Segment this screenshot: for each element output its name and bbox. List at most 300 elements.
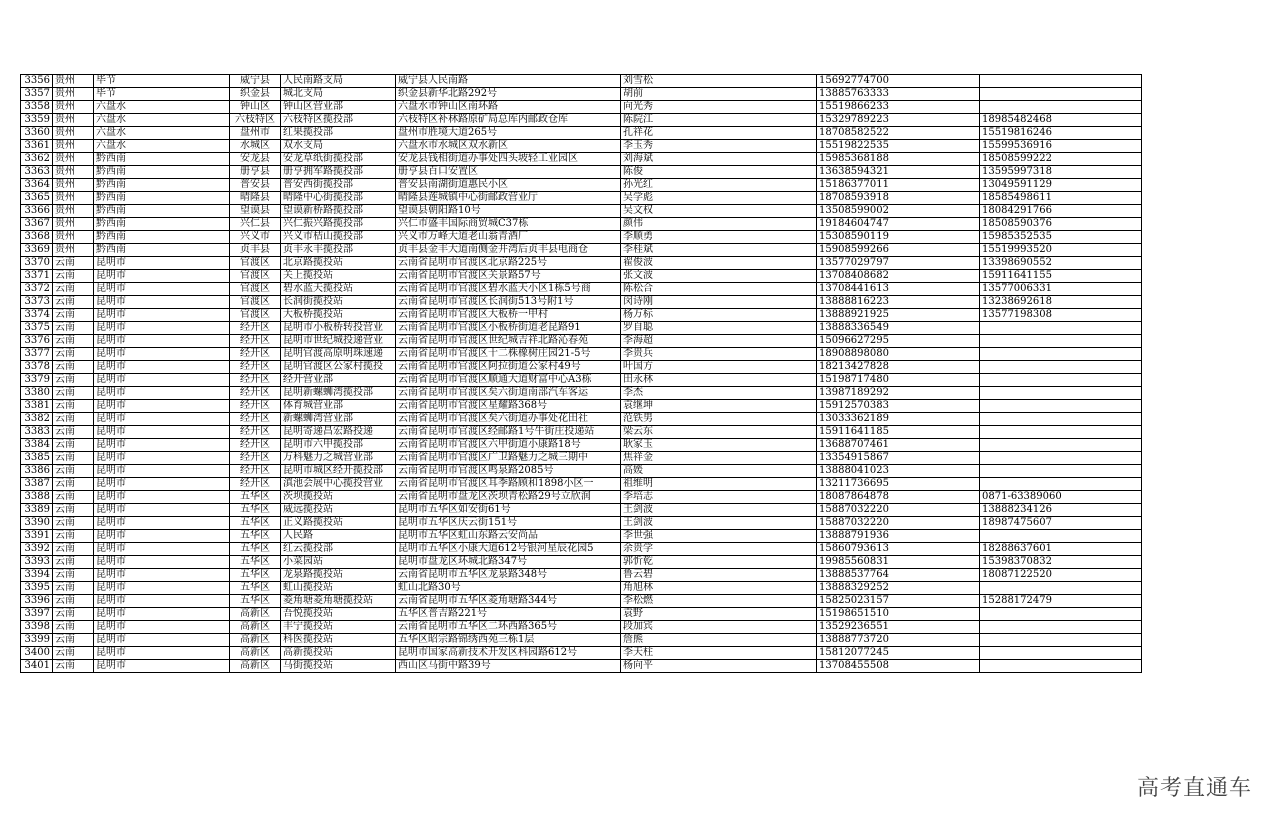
cell-phone-primary: 15519866233 [817,101,980,114]
cell-phone-primary: 15908599266 [817,244,980,257]
cell-row-number: 3357 [21,88,53,101]
cell-province: 云南 [53,426,94,439]
table-row [21,426,1142,439]
cell-contact-name: 陈俊 [621,166,817,179]
table-row [21,582,1142,595]
cell-phone-primary: 13888791936 [817,530,980,543]
cell-outlet-name: 威远揽投站 [281,504,396,517]
cell-outlet-name: 人民南路支局 [281,75,396,88]
cell-address: 云南省昆明市官渡区矣六街道办事处花田社 [396,413,621,426]
cell-province: 云南 [53,465,94,478]
cell-phone-primary: 18908898080 [817,348,980,361]
cell-contact-name: 李海超 [621,335,817,348]
cell-address: 昆明市五华区庆云街151号 [396,517,621,530]
cell-district: 五华区 [230,530,281,543]
cell-province: 贵州 [53,114,94,127]
cell-outlet-name: 安龙草纸街揽投部 [281,153,396,166]
cell-address: 云南省昆明市盘龙区茨坝青松路29号立欣润 [396,491,621,504]
cell-city: 毕节 [94,75,230,88]
cell-phone-secondary [980,647,1142,660]
cell-city: 昆明市 [94,621,230,634]
cell-phone-primary: 15308590119 [817,231,980,244]
cell-address: 贞丰县金丰大道南侧金井湾后贞丰县电商仓 [396,244,621,257]
cell-phone-primary: 19184604747 [817,218,980,231]
cell-outlet-name: 北京路揽投站 [281,257,396,270]
cell-phone-primary: 13211736695 [817,478,980,491]
cell-contact-name: 王剑波 [621,517,817,530]
cell-outlet-name: 经开营业部 [281,374,396,387]
cell-row-number: 3374 [21,309,53,322]
cell-contact-name: 李松燃 [621,595,817,608]
cell-outlet-name: 大板桥揽投站 [281,309,396,322]
cell-row-number: 3383 [21,426,53,439]
cell-district: 安龙县 [230,153,281,166]
cell-phone-primary: 15887032220 [817,504,980,517]
table-row [21,205,1142,218]
cell-address: 威宁县人民南路 [396,75,621,88]
cell-city: 黔西南 [94,179,230,192]
table-row [21,569,1142,582]
cell-province: 云南 [53,283,94,296]
cell-contact-name: 郭忻乾 [621,556,817,569]
cell-address: 兴义市万峰大道老山翁青酒厂 [396,231,621,244]
cell-contact-name: 张文波 [621,270,817,283]
table-row [21,387,1142,400]
cell-city: 六盘水 [94,140,230,153]
cell-city: 昆明市 [94,634,230,647]
cell-phone-secondary [980,530,1142,543]
cell-contact-name: 刘海斌 [621,153,817,166]
cell-row-number: 3385 [21,452,53,465]
cell-phone-secondary: 15398370832 [980,556,1142,569]
table-row [21,413,1142,426]
cell-row-number: 3371 [21,270,53,283]
cell-outlet-name: 红果揽投部 [281,127,396,140]
table-row [21,75,1142,88]
cell-row-number: 3395 [21,582,53,595]
cell-outlet-name: 科医揽投站 [281,634,396,647]
cell-province: 云南 [53,439,94,452]
cell-city: 六盘水 [94,101,230,114]
cell-outlet-name: 体育城营业部 [281,400,396,413]
cell-province: 云南 [53,452,94,465]
cell-district: 经开区 [230,400,281,413]
table-row [21,244,1142,257]
cell-row-number: 3376 [21,335,53,348]
cell-address: 云南省昆明市官渡区广卫路魅力之城三期中 [396,452,621,465]
cell-province: 贵州 [53,166,94,179]
cell-contact-name: 杨万标 [621,309,817,322]
cell-city: 昆明市 [94,504,230,517]
table-row [21,465,1142,478]
cell-district: 经开区 [230,361,281,374]
cell-phone-secondary: 18288637601 [980,543,1142,556]
cell-city: 昆明市 [94,426,230,439]
cell-address: 五华区昭宗路锦绣西苑三栋1层 [396,634,621,647]
cell-city: 黔西南 [94,205,230,218]
cell-row-number: 3394 [21,569,53,582]
cell-contact-name: 孙光红 [621,179,817,192]
cell-city: 黔西南 [94,231,230,244]
cell-phone-primary: 13888329252 [817,582,980,595]
cell-address: 云南省昆明市五华区龙泉路348号 [396,569,621,582]
cell-address: 五华区普吉路221号 [396,608,621,621]
cell-district: 钟山区 [230,101,281,114]
cell-address: 云南省昆明市官渡区小板桥街道老昆路91 [396,322,621,335]
table-row [21,192,1142,205]
cell-contact-name: 向光秀 [621,101,817,114]
cell-city: 昆明市 [94,439,230,452]
cell-phone-secondary [980,374,1142,387]
cell-outlet-name: 长润街揽投站 [281,296,396,309]
cell-phone-secondary [980,426,1142,439]
cell-row-number: 3384 [21,439,53,452]
cell-phone-primary: 15912570383 [817,400,980,413]
cell-phone-secondary: 18585498611 [980,192,1142,205]
cell-phone-secondary: 13888234126 [980,504,1142,517]
table-row [21,218,1142,231]
table-row [21,231,1142,244]
cell-contact-name: 刘雪松 [621,75,817,88]
table-row [21,556,1142,569]
cell-contact-name: 田永林 [621,374,817,387]
cell-outlet-name: 龙泉路揽投站 [281,569,396,582]
cell-phone-primary: 13638594321 [817,166,980,179]
cell-province: 云南 [53,660,94,673]
cell-phone-primary: 13508599002 [817,205,980,218]
cell-province: 云南 [53,621,94,634]
cell-district: 册亨县 [230,166,281,179]
table-row [21,595,1142,608]
cell-province: 云南 [53,361,94,374]
cell-city: 黔西南 [94,218,230,231]
cell-phone-primary: 15812077245 [817,647,980,660]
cell-phone-primary: 18087864878 [817,491,980,504]
cell-phone-primary: 18213427828 [817,361,980,374]
cell-phone-primary: 13708408682 [817,270,980,283]
cell-row-number: 3359 [21,114,53,127]
cell-contact-name: 李天柱 [621,647,817,660]
cell-province: 贵州 [53,140,94,153]
cell-city: 昆明市 [94,335,230,348]
cell-district: 五华区 [230,556,281,569]
cell-contact-name: 罗自聪 [621,322,817,335]
table-row [21,374,1142,387]
cell-city: 昆明市 [94,296,230,309]
cell-district: 威宁县 [230,75,281,88]
cell-district: 官渡区 [230,296,281,309]
cell-province: 云南 [53,296,94,309]
cell-city: 昆明市 [94,569,230,582]
table-body [21,75,1142,673]
cell-row-number: 3397 [21,608,53,621]
cell-contact-name: 陈院江 [621,114,817,127]
cell-address: 云南省昆明市官渡区经邮路1号牛街庄投递站 [396,426,621,439]
cell-phone-secondary: 15519993520 [980,244,1142,257]
cell-district: 高新区 [230,621,281,634]
cell-city: 昆明市 [94,478,230,491]
cell-phone-secondary: 15911641155 [980,270,1142,283]
cell-outlet-name: 昆明市世纪城投递营业 [281,335,396,348]
cell-phone-secondary [980,660,1142,673]
cell-city: 黔西南 [94,244,230,257]
cell-address: 西山区马街中路39号 [396,660,621,673]
cell-outlet-name: 昆明新螺蛳湾揽投部 [281,387,396,400]
cell-address: 云南省昆明市官渡区关景路57号 [396,270,621,283]
cell-district: 高新区 [230,634,281,647]
cell-province: 贵州 [53,231,94,244]
cell-province: 云南 [53,335,94,348]
cell-address: 云南省昆明市官渡区鸣泉路2085号 [396,465,621,478]
cell-outlet-name: 晴隆中心街揽投部 [281,192,396,205]
cell-phone-primary: 15519822535 [817,140,980,153]
cell-contact-name: 范铁男 [621,413,817,426]
cell-row-number: 3370 [21,257,53,270]
cell-outlet-name: 关上揽投站 [281,270,396,283]
cell-phone-secondary [980,75,1142,88]
cell-phone-primary: 15096627295 [817,335,980,348]
cell-phone-secondary: 18087122520 [980,569,1142,582]
cell-address: 云南省昆明市官渡区耳季路顾和1898小区一 [396,478,621,491]
cell-outlet-name: 昆明市城区经开揽投部 [281,465,396,478]
cell-province: 云南 [53,504,94,517]
cell-outlet-name: 人民路 [281,530,396,543]
cell-phone-primary: 13987189292 [817,387,980,400]
table-row [21,140,1142,153]
cell-city: 昆明市 [94,556,230,569]
cell-city: 黔西南 [94,166,230,179]
cell-contact-name: 角旭林 [621,582,817,595]
cell-row-number: 3381 [21,400,53,413]
cell-outlet-name: 新螺蛳湾营业部 [281,413,396,426]
cell-phone-secondary [980,361,1142,374]
cell-outlet-name: 望谟新桥路揽投部 [281,205,396,218]
table-row [21,647,1142,660]
cell-phone-secondary: 18508590376 [980,218,1142,231]
cell-province: 云南 [53,517,94,530]
cell-phone-primary: 13529236551 [817,621,980,634]
cell-row-number: 3391 [21,530,53,543]
table-row [21,101,1142,114]
cell-district: 经开区 [230,322,281,335]
cell-contact-name: 耿家玉 [621,439,817,452]
cell-province: 贵州 [53,179,94,192]
cell-outlet-name: 昆明官渡区公家村揽投 [281,361,396,374]
cell-phone-secondary [980,465,1142,478]
cell-phone-primary: 13888041023 [817,465,980,478]
cell-phone-primary: 13888336549 [817,322,980,335]
cell-province: 云南 [53,309,94,322]
cell-row-number: 3386 [21,465,53,478]
table-row [21,283,1142,296]
cell-district: 兴义市 [230,231,281,244]
cell-phone-secondary [980,608,1142,621]
cell-row-number: 3401 [21,660,53,673]
cell-row-number: 3380 [21,387,53,400]
cell-address: 六盘水市钟山区南环路 [396,101,621,114]
cell-row-number: 3390 [21,517,53,530]
cell-province: 云南 [53,491,94,504]
table-row [21,504,1142,517]
cell-row-number: 3368 [21,231,53,244]
cell-address: 云南省昆明市官渡区星耀路368号 [396,400,621,413]
cell-district: 盘州市 [230,127,281,140]
cell-phone-primary: 13708441613 [817,283,980,296]
cell-phone-primary: 15198651510 [817,608,980,621]
cell-row-number: 3377 [21,348,53,361]
cell-province: 云南 [53,634,94,647]
cell-outlet-name: 昆明寄递昌宏路投递 [281,426,396,439]
cell-city: 昆明市 [94,517,230,530]
table-row [21,114,1142,127]
cell-city: 昆明市 [94,582,230,595]
table-row [21,270,1142,283]
cell-row-number: 3364 [21,179,53,192]
table-row [21,530,1142,543]
cell-row-number: 3369 [21,244,53,257]
cell-outlet-name: 册亨拥军路揽投部 [281,166,396,179]
cell-address: 织金县新华北路292号 [396,88,621,101]
cell-district: 五华区 [230,517,281,530]
cell-contact-name: 孔祥花 [621,127,817,140]
cell-address: 云南省昆明市五华区二环西路365号 [396,621,621,634]
cell-province: 贵州 [53,75,94,88]
cell-address: 云南省昆明市官渡区大板桥一甲村 [396,309,621,322]
cell-phone-secondary [980,413,1142,426]
cell-phone-secondary: 15519816246 [980,127,1142,140]
cell-district: 水城区 [230,140,281,153]
watermark-text: 高考直通车 [1136,776,1252,801]
cell-city: 昆明市 [94,452,230,465]
cell-address: 兴仁市盛丰国际商贸城C37栋 [396,218,621,231]
cell-contact-name: 鲁云碧 [621,569,817,582]
cell-address: 昆明市五华区如安街61号 [396,504,621,517]
cell-district: 官渡区 [230,283,281,296]
cell-province: 云南 [53,374,94,387]
cell-district: 经开区 [230,452,281,465]
cell-phone-primary: 15887032220 [817,517,980,530]
cell-contact-name: 袁野 [621,608,817,621]
cell-contact-name: 段加宾 [621,621,817,634]
cell-district: 经开区 [230,413,281,426]
cell-city: 昆明市 [94,361,230,374]
cell-row-number: 3388 [21,491,53,504]
cell-contact-name: 李顺勇 [621,231,817,244]
data-table [20,74,1142,673]
cell-city: 昆明市 [94,257,230,270]
cell-phone-primary: 13688707461 [817,439,980,452]
table-row [21,296,1142,309]
cell-city: 昆明市 [94,270,230,283]
table-row [21,660,1142,673]
cell-phone-primary: 13033362189 [817,413,980,426]
cell-address: 望谟县朝阳路10号 [396,205,621,218]
cell-city: 昆明市 [94,283,230,296]
cell-row-number: 3392 [21,543,53,556]
cell-outlet-name: 滇池会展中心揽投营业 [281,478,396,491]
cell-phone-primary: 15329789223 [817,114,980,127]
cell-province: 云南 [53,595,94,608]
table-row [21,322,1142,335]
cell-district: 五华区 [230,582,281,595]
cell-phone-primary: 19985560831 [817,556,980,569]
cell-phone-secondary [980,88,1142,101]
cell-phone-primary: 15825023157 [817,595,980,608]
table-row [21,127,1142,140]
cell-city: 昆明市 [94,374,230,387]
cell-contact-name: 李桂斌 [621,244,817,257]
cell-phone-secondary: 13595997318 [980,166,1142,179]
cell-outlet-name: 双水支局 [281,140,396,153]
cell-phone-secondary [980,478,1142,491]
cell-phone-secondary: 13049591129 [980,179,1142,192]
cell-row-number: 3373 [21,296,53,309]
cell-outlet-name: 高新揽投站 [281,647,396,660]
cell-row-number: 3356 [21,75,53,88]
cell-province: 云南 [53,270,94,283]
cell-city: 昆明市 [94,348,230,361]
cell-district: 五华区 [230,491,281,504]
cell-outlet-name: 茨坝揽投站 [281,491,396,504]
cell-province: 云南 [53,556,94,569]
table-row [21,634,1142,647]
cell-district: 经开区 [230,335,281,348]
cell-row-number: 3358 [21,101,53,114]
cell-row-number: 3387 [21,478,53,491]
cell-city: 昆明市 [94,413,230,426]
cell-province: 云南 [53,257,94,270]
cell-outlet-name: 碧水蓝天揽投站 [281,283,396,296]
cell-phone-secondary [980,387,1142,400]
cell-district: 织金县 [230,88,281,101]
cell-outlet-name: 万科魅力之城营业部 [281,452,396,465]
cell-district: 经开区 [230,439,281,452]
cell-province: 云南 [53,413,94,426]
cell-outlet-name: 兴义市桔山揽投部 [281,231,396,244]
cell-province: 云南 [53,582,94,595]
cell-phone-primary: 18708582522 [817,127,980,140]
cell-outlet-name: 昆明官渡高原明珠速递 [281,348,396,361]
cell-city: 昆明市 [94,309,230,322]
cell-contact-name: 焦祥金 [621,452,817,465]
cell-row-number: 3366 [21,205,53,218]
cell-district: 经开区 [230,348,281,361]
cell-phone-secondary: 18987475607 [980,517,1142,530]
cell-contact-name: 闵诗刚 [621,296,817,309]
cell-phone-primary: 13888816223 [817,296,980,309]
cell-contact-name: 陈松合 [621,283,817,296]
cell-contact-name: 李世强 [621,530,817,543]
cell-district: 望谟县 [230,205,281,218]
cell-city: 毕节 [94,88,230,101]
cell-outlet-name: 吾悦揽投站 [281,608,396,621]
cell-address: 盘州市胜境大道265号 [396,127,621,140]
cell-district: 五华区 [230,543,281,556]
cell-district: 五华区 [230,595,281,608]
cell-phone-primary: 13354915867 [817,452,980,465]
cell-row-number: 3399 [21,634,53,647]
cell-row-number: 3367 [21,218,53,231]
cell-row-number: 3389 [21,504,53,517]
cell-province: 贵州 [53,101,94,114]
cell-outlet-name: 小菜园站 [281,556,396,569]
cell-phone-secondary: 13398690552 [980,257,1142,270]
cell-outlet-name: 普安西街揽投部 [281,179,396,192]
cell-contact-name: 胡前 [621,88,817,101]
cell-district: 普安县 [230,179,281,192]
cell-province: 云南 [53,387,94,400]
table-row [21,491,1142,504]
